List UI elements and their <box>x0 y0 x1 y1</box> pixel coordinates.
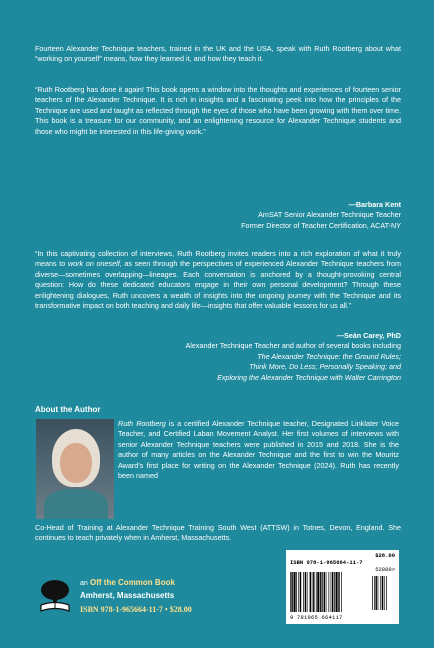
isbn-price: ISBN 978-1-965664-11-7 • $28.00 <box>80 605 192 614</box>
quote-italic-text: work on oneself <box>67 259 120 269</box>
book-tree-logo-icon <box>35 578 75 616</box>
barcode-bars <box>290 572 395 614</box>
attribution-title: AmSAT Senior Alexander Technique Teacher <box>258 210 401 220</box>
attribution-title: Former Director of Teacher Certification, ACAT-NY <box>241 220 401 230</box>
book-title: Think More, Do Less; Personally Speaking; and <box>249 362 401 372</box>
author-bio <box>118 419 399 481</box>
book-title: The Alexander Technique: the Ground Rules; <box>257 351 401 361</box>
quote-barbara-kent: “Ruth Rootberg has done it again! This book opens a window into the thoughts and experiences of fourteen senior teachers of the Alexander Technique. It is rich in insights and a fascinating peek into how the principles of the Technique are used and taught as reflected through the eyes of those who have been growing with them over time. This book is a treasure for our community, and an enlightening resource for Alexander Technique students and those who might be interested in this life-giving work.” <box>35 85 401 136</box>
author-name: Ruth Rootberg <box>118 419 166 428</box>
quote-text: , as seen through the perspectives of experienced Alexander Technique teachers from diverse—sometimes overlapping—lineages. Each conversation is anchored by a thought-provoking central question: How do these dedicated educators engage in their own personal development? Through these enlightening dialogues, Ruth uncovers a wealth of insights into the ongoing journey with the Technique and its transformative impact on both teaching and daily life—insights that offer valuable lessons for us all.” <box>35 259 401 311</box>
attribution-name: —Barbara Kent <box>348 200 401 209</box>
author-photo <box>36 419 114 519</box>
attribution-sean-carey <box>185 331 401 383</box>
publisher-location: Amherst, Massachusetts <box>80 591 175 600</box>
attribution-title: Alexander Technique Teacher and author of several books including <box>185 341 401 351</box>
publisher-prefix: an <box>80 580 88 587</box>
barcode <box>286 550 399 624</box>
intro-paragraph: Fourteen Alexander Technique teachers, trained in the UK and the USA, speak with Ruth Rootberg about what “working on yourself” means, how they learned it, and how they teach it. <box>35 44 401 64</box>
attribution-barbara-kent <box>241 200 401 231</box>
barcode-price: $28.00 <box>375 552 395 559</box>
barcode-digits: 9 781965 664117 <box>290 614 343 621</box>
barcode-isbn: ISBN 978-1-965664-11-7 <box>290 559 363 566</box>
about-author-heading: About the Author <box>35 405 101 414</box>
publisher-line <box>80 578 175 587</box>
bio-text: is a certified Alexander Technique teacher, Designated Linklater Voice Teacher, and Certified Laban Movement Analyst. Her first volumes of interviews with senior Alexander Technique teachers were published in 2015 and 2018. She is the author of many articles on the Alexander Technique and the first to win the Mouritz Award’s first place for writing on the Alexander Technique (2024). Ruth has recently been named <box>118 419 399 481</box>
quote-text: “In this captivating collection of interviews, Ruth Rootberg invites readers into a rich exploration of what it truly means to <box>35 249 401 269</box>
publisher-series: Off the Common Book <box>90 578 175 587</box>
quote-sean-carey <box>35 249 401 311</box>
book-title: Exploring the Alexander Technique with Walter Carrington <box>217 372 401 382</box>
author-bio-continued: Co-Head of Training at Alexander Technique Training South West (ATTSW) in Totnes, Devon, England. She continues to teach privately when in Amherst, Massachusetts. <box>35 523 401 543</box>
attribution-name: —Seán Carey, PhD <box>336 331 401 340</box>
barcode-addon: 52800> <box>375 566 395 573</box>
